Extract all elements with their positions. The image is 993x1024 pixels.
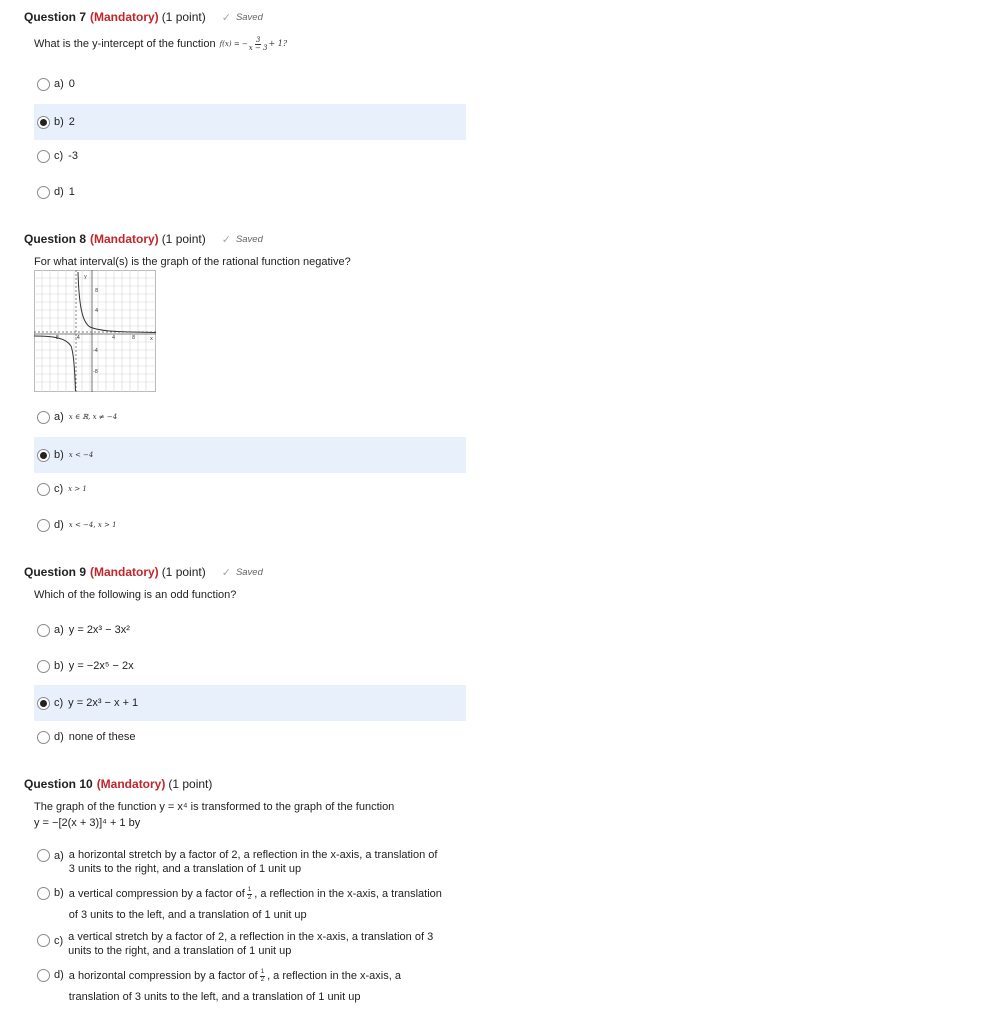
option-text-line-2: of 3 units to the left, and a translation of 1 unit up bbox=[68, 909, 307, 921]
option-letter: c) bbox=[54, 150, 64, 162]
q10-option-b[interactable] bbox=[34, 884, 466, 926]
question-header bbox=[24, 563, 484, 581]
radio-button[interactable] bbox=[37, 887, 50, 900]
y-tick-neg4: -4 bbox=[93, 348, 98, 354]
radio-button[interactable] bbox=[37, 969, 50, 982]
option-text: y = 2x³ − x + 1 bbox=[68, 697, 139, 709]
option-letter: d) bbox=[54, 731, 64, 743]
fraction-numerator: 1 bbox=[260, 969, 265, 975]
question-header bbox=[24, 230, 484, 248]
radio-button-selected[interactable] bbox=[37, 116, 50, 129]
axis-label-x: x bbox=[150, 336, 153, 342]
question-text: Which of the following is an odd function? bbox=[34, 589, 237, 601]
option-letter: b) bbox=[54, 449, 64, 461]
q9-option-c[interactable] bbox=[34, 685, 466, 721]
question-text: For what interval(s) is the graph of the rational function negative? bbox=[34, 256, 351, 268]
option-letter: c) bbox=[54, 697, 64, 709]
option-text-pre: a horizontal compression by a factor of bbox=[68, 970, 258, 982]
option-letter: b) bbox=[54, 887, 64, 899]
option-text: x > 1 bbox=[68, 485, 87, 493]
points-label: (1 point) bbox=[161, 232, 206, 246]
option-text: x < −4, x > 1 bbox=[68, 521, 117, 529]
option-text-line-2: translation of 3 units to the left, and a translation of 1 unit up bbox=[68, 991, 361, 1003]
q8-option-a[interactable] bbox=[34, 399, 466, 435]
q10-option-d[interactable] bbox=[34, 966, 466, 1008]
fraction-numerator: 1 bbox=[247, 887, 252, 893]
checkmark-icon: ✓ bbox=[221, 233, 231, 246]
x-tick-neg4: -4 bbox=[75, 335, 80, 341]
fraction-numerator: 3 bbox=[255, 35, 261, 44]
points-label: (1 point) bbox=[161, 10, 206, 24]
q7-option-b[interactable] bbox=[34, 104, 466, 140]
question-text-line-2: y = −[2(x + 3)]⁴ + 1 by bbox=[34, 817, 141, 829]
checkmark-icon: ✓ bbox=[221, 11, 231, 24]
radio-dot-icon bbox=[40, 119, 47, 126]
question-9 bbox=[24, 563, 484, 601]
question-number: Question 9 bbox=[24, 565, 87, 579]
option-letter: d) bbox=[54, 519, 64, 531]
option-text: 0 bbox=[68, 78, 75, 90]
checkmark-icon: ✓ bbox=[221, 566, 231, 579]
saved-label: Saved bbox=[235, 11, 263, 23]
radio-dot-icon bbox=[40, 452, 47, 459]
function-expression: f(x) = − bbox=[219, 40, 248, 48]
radio-button[interactable] bbox=[37, 186, 50, 199]
mandatory-label: (Mandatory) bbox=[90, 232, 159, 246]
fraction bbox=[260, 969, 265, 984]
option-text-post: , a reflection in the x-axis, a translation bbox=[254, 888, 442, 900]
option-text: none of these bbox=[68, 731, 136, 743]
option-text bbox=[69, 884, 442, 926]
option-text bbox=[69, 848, 438, 876]
question-text-line-1: The graph of the function y = x⁴ is transformed to the graph of the function bbox=[34, 801, 395, 813]
option-letter: a) bbox=[54, 850, 64, 862]
radio-button[interactable] bbox=[37, 660, 50, 673]
question-number: Question 8 bbox=[24, 232, 87, 246]
option-text bbox=[69, 966, 401, 1008]
radio-button[interactable] bbox=[37, 483, 50, 496]
mandatory-label: (Mandatory) bbox=[90, 10, 159, 24]
option-text-line-2: 3 units to the right, and a translation of 1 unit up bbox=[68, 863, 302, 875]
option-text bbox=[68, 930, 433, 958]
question-header bbox=[24, 8, 484, 26]
q7-option-d[interactable] bbox=[34, 174, 466, 210]
fraction bbox=[247, 887, 252, 902]
option-letter: a) bbox=[54, 411, 64, 423]
function-tail: + 1? bbox=[268, 39, 288, 48]
radio-button[interactable] bbox=[37, 411, 50, 424]
x-tick-4: 4 bbox=[112, 335, 116, 341]
option-letter: c) bbox=[54, 935, 64, 947]
option-text-pre: a vertical compression by a factor of bbox=[68, 888, 245, 900]
radio-button[interactable] bbox=[37, 150, 50, 163]
points-label: (1 point) bbox=[161, 565, 206, 579]
option-text-line-1: a horizontal stretch by a factor of 2, a reflection in the x-axis, a translation of bbox=[68, 849, 438, 861]
q10-option-c[interactable] bbox=[34, 930, 466, 958]
question-text bbox=[34, 799, 394, 831]
mandatory-label: (Mandatory) bbox=[96, 777, 166, 791]
q8-option-c[interactable] bbox=[34, 471, 466, 507]
q8-option-d[interactable] bbox=[34, 507, 466, 543]
option-letter: a) bbox=[54, 624, 64, 636]
option-letter: b) bbox=[54, 116, 64, 128]
option-text: 1 bbox=[68, 186, 75, 198]
question-10 bbox=[24, 775, 484, 829]
y-tick-4: 4 bbox=[95, 308, 99, 314]
option-text: x ∈ ℝ, x ≠ −4 bbox=[68, 413, 118, 421]
question-number: Question 10 bbox=[24, 777, 93, 791]
option-letter: d) bbox=[54, 186, 64, 198]
option-text: x < −4 bbox=[68, 451, 94, 459]
radio-dot-icon bbox=[40, 700, 47, 707]
option-letter: d) bbox=[54, 969, 64, 981]
radio-button[interactable] bbox=[37, 78, 50, 91]
saved-status bbox=[222, 233, 263, 246]
option-text: 2 bbox=[68, 116, 75, 128]
q7-option-c[interactable] bbox=[34, 138, 466, 174]
radio-button-selected[interactable] bbox=[37, 697, 50, 710]
option-letter: c) bbox=[54, 483, 64, 495]
radio-button[interactable] bbox=[37, 731, 50, 744]
points-label: (1 point) bbox=[168, 777, 213, 791]
y-tick-neg8: -8 bbox=[93, 369, 98, 375]
question-header bbox=[24, 775, 484, 793]
question-text bbox=[34, 36, 287, 52]
mandatory-label: (Mandatory) bbox=[90, 565, 159, 579]
q10-option-a[interactable] bbox=[34, 848, 466, 876]
fraction-denominator: 2 bbox=[260, 977, 265, 983]
option-text: y = 2x³ − 3x² bbox=[68, 624, 130, 636]
saved-status bbox=[222, 11, 263, 24]
q9-option-d[interactable] bbox=[34, 719, 466, 755]
option-letter: b) bbox=[54, 660, 64, 672]
option-letter: a) bbox=[54, 78, 64, 90]
radio-button-selected[interactable] bbox=[37, 449, 50, 462]
saved-status bbox=[222, 566, 263, 579]
y-tick-8: 8 bbox=[95, 288, 99, 294]
q9-option-b[interactable] bbox=[34, 648, 466, 684]
radio-button[interactable] bbox=[37, 624, 50, 637]
option-text-line-2: units to the right, and a translation of 1 unit up bbox=[68, 945, 292, 957]
question-prompt: What is the y-intercept of the function bbox=[34, 38, 216, 50]
q7-option-a[interactable] bbox=[34, 66, 466, 102]
q9-option-a[interactable] bbox=[34, 612, 466, 648]
rational-function-graph bbox=[34, 270, 156, 392]
question-number: Question 7 bbox=[24, 10, 87, 24]
saved-label: Saved bbox=[235, 566, 263, 578]
function-fraction bbox=[249, 37, 268, 52]
option-text: y = −2x⁵ − 2x bbox=[68, 660, 134, 672]
x-tick-8: 8 bbox=[132, 335, 136, 341]
fraction-denominator: 2 bbox=[247, 895, 252, 901]
x-tick-neg8: -8 bbox=[54, 335, 59, 341]
question-7 bbox=[24, 8, 484, 52]
question-8 bbox=[24, 230, 484, 268]
radio-button[interactable] bbox=[37, 519, 50, 532]
axis-label-y: y bbox=[84, 274, 87, 280]
saved-label: Saved bbox=[235, 233, 263, 245]
fraction-denominator: x − 3 bbox=[248, 43, 268, 52]
option-text-post: , a reflection in the x-axis, a bbox=[267, 970, 401, 982]
radio-button[interactable] bbox=[37, 849, 50, 862]
option-text: -3 bbox=[68, 150, 78, 162]
option-text-line-1: a vertical stretch by a factor of 2, a reflection in the x-axis, a translation of 3 bbox=[68, 931, 434, 943]
q8-option-b[interactable] bbox=[34, 437, 466, 473]
radio-button[interactable] bbox=[37, 934, 50, 947]
